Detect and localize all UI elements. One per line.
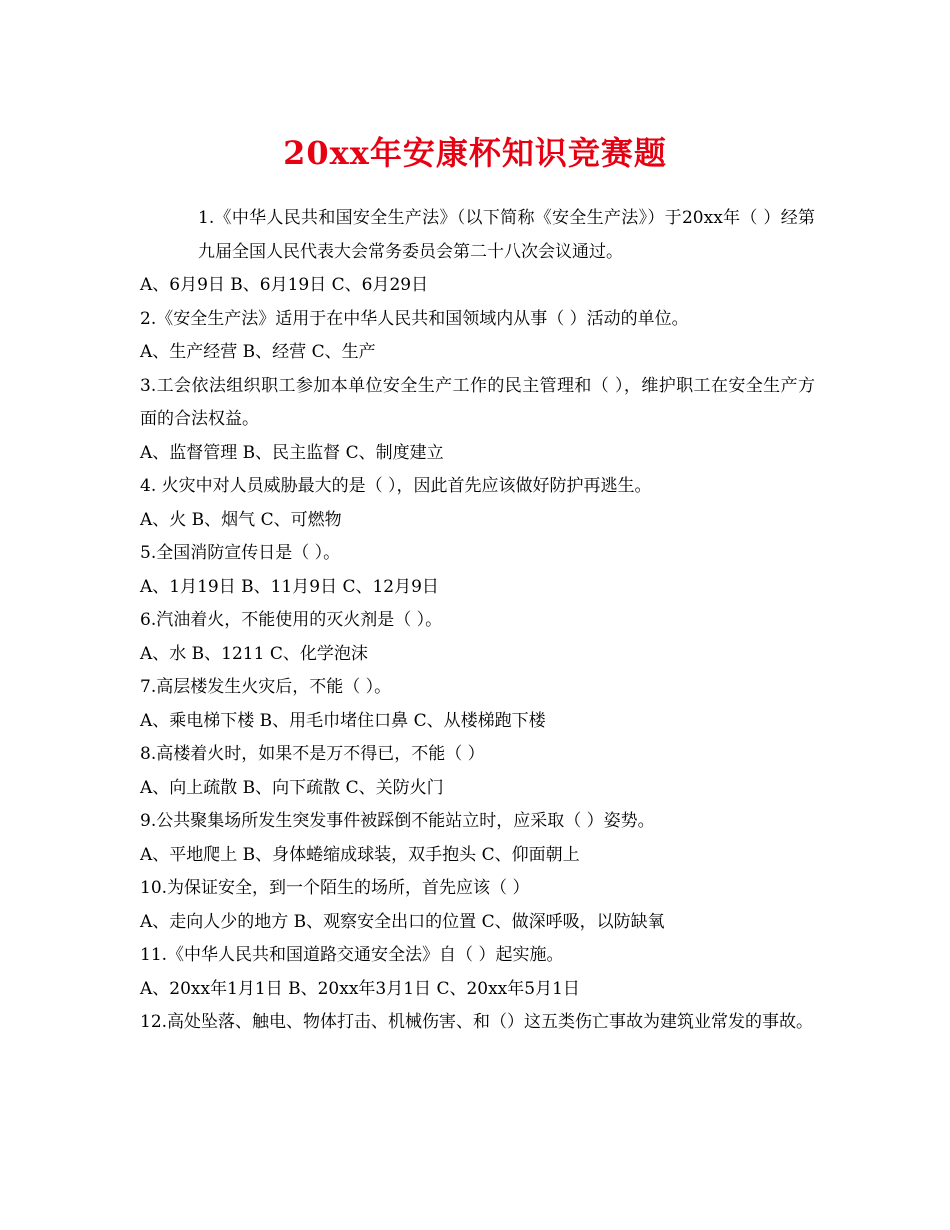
question-3: 3.工会依法组织职工参加本单位安全生产工作的民主管理和（ ），维护职工在安全生产方面的合法权益。	[140, 375, 815, 429]
question-10: 10.为保证安全，到一个陌生的场所，首先应该（ ）	[140, 878, 530, 898]
options-8: A、向上疏散 B、向下疏散 C、关防火门	[140, 777, 444, 798]
question-2: 2.《安全生产法》适用于在中华人民共和国领域内从事（ ）活动的单位。	[140, 308, 689, 329]
question-4: 4. 火灾中对人员威胁最大的是（ ），因此首先应该做好防护再逃生。	[140, 476, 652, 496]
question-11: 11.《中华人民共和国道路交通安全法》自（ ）起实施。	[140, 945, 564, 965]
options-9: A、平地爬上 B、身体蜷缩成球装，双手抱头 C、仰面朝上	[140, 844, 580, 865]
document-title: 20xx年安康杯知识竞赛题	[283, 134, 667, 172]
question-5: 5.全国消防宣传日是（ ）。	[140, 543, 341, 563]
options-10: A、走向人少的地方 B、观察安全出口的位置 C、做深呼吸，以防缺氧	[140, 911, 665, 932]
question-list	[140, 202, 815, 1040]
options-2: A、生产经营 B、经营 C、生产	[140, 342, 376, 362]
question-12: 12.高处坠落、触电、物体打击、机械伤害、和（）这五类伤亡事故为建筑业常发的事故。	[140, 1012, 814, 1032]
options-5: A、1月19日 B、11月9日 C、12月9日	[140, 576, 439, 597]
options-1: A、6月9日 B、6月19日 C、6月29日	[140, 275, 429, 295]
question-8: 8.高楼着火时，如果不是万不得已，不能（ ）	[140, 744, 485, 764]
options-3: A、监督管理 B、民主监督 C、制度建立	[140, 442, 444, 463]
question-6: 6.汽油着火，不能使用的灭火剂是（ ）。	[140, 610, 443, 630]
options-7: A、乘电梯下楼 B、用毛巾堵住口鼻 C、从楼梯跑下楼	[140, 710, 546, 731]
options-6: A、水 B、1211 C、化学泡沫	[140, 643, 368, 664]
question-9: 9.公共聚集场所发生突发事件被踩倒不能站立时，应采取（ ）姿势。	[140, 811, 655, 831]
question-1: 1.《中华人民共和国安全生产法》（以下简称《安全生产法》）于20xx年（ ）经第九届全国人民代表大会常务委员会第二十八次会议通过。	[198, 208, 815, 262]
options-11: A、20xx年1月1日 B、20xx年3月1日 C、20xx年5月1日	[140, 978, 580, 999]
options-4: A、火 B、烟气 C、可燃物	[140, 509, 342, 530]
question-7: 7.高层楼发生火灾后，不能（ ）。	[140, 677, 392, 697]
